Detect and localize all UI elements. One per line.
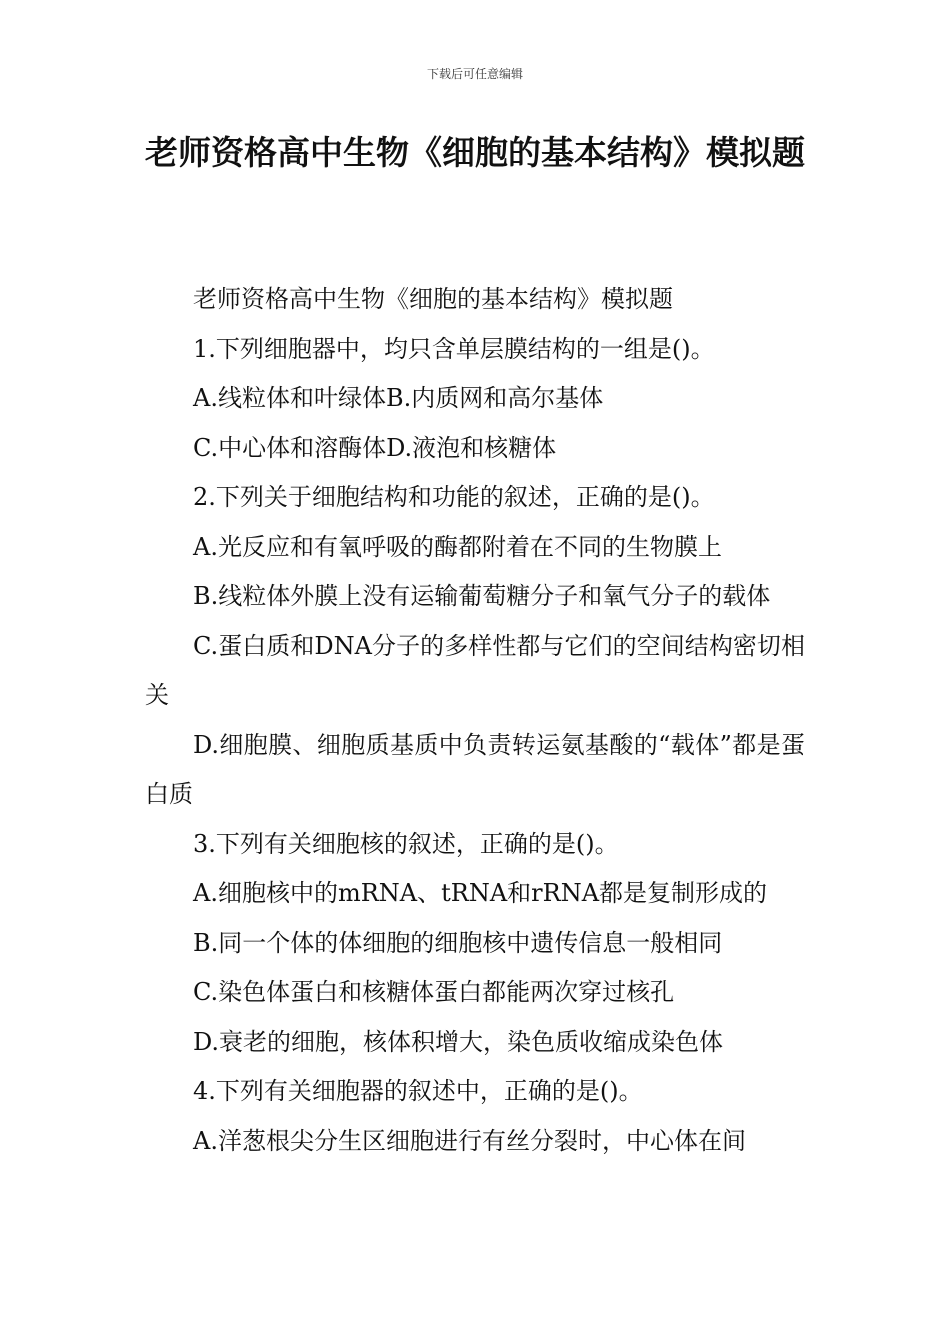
question-1: 1.下列细胞器中，均只含单层膜结构的一组是()。 <box>193 334 715 363</box>
question-2-option-c: C.蛋白质和DNA分子的多样性都与它们的空间结构密切相关 <box>145 631 805 709</box>
question-1-options-ab: A.线粒体和叶绿体B.内质网和高尔基体 <box>193 384 604 412</box>
document-body <box>145 275 805 1166</box>
question-3-option-a: A.细胞核中的mRNA、tRNA和rRNA都是复制形成的 <box>193 879 768 907</box>
header-note: 下载后可任意编辑 <box>426 67 523 81</box>
question-1-options-cd: C.中心体和溶酶体D.液泡和核糖体 <box>193 433 557 462</box>
question-3-option-c: C.染色体蛋白和核糖体蛋白都能两次穿过核孔 <box>193 978 675 1006</box>
question-2: 2.下列关于细胞结构和功能的叙述，正确的是()。 <box>193 483 715 511</box>
question-3-option-b: B.同一个体的体细胞的细胞核中遗传信息一般相同 <box>193 928 723 957</box>
question-2-option-a: A.光反应和有氧呼吸的酶都附着在不同的生物膜上 <box>193 532 722 561</box>
paragraph-subtitle: 老师资格高中生物《细胞的基本结构》模拟题 <box>193 285 673 313</box>
question-4: 4.下列有关细胞器的叙述中，正确的是()。 <box>193 1077 643 1105</box>
question-2-option-d: D.细胞膜、细胞质基质中负责转运氨基酸的“载体”都是蛋白质 <box>145 730 805 808</box>
question-3: 3.下列有关细胞核的叙述，正确的是()。 <box>193 829 619 858</box>
question-2-option-b: B.线粒体外膜上没有运输葡萄糖分子和氧气分子的载体 <box>193 582 771 610</box>
question-3-option-d: D.衰老的细胞，核体积增大，染色质收缩成染色体 <box>193 1027 724 1056</box>
document-title: 老师资格高中生物《细胞的基本结构》模拟题 <box>145 133 805 172</box>
question-4-option-a: A.洋葱根尖分生区细胞进行有丝分裂时，中心体在间 <box>193 1126 746 1155</box>
